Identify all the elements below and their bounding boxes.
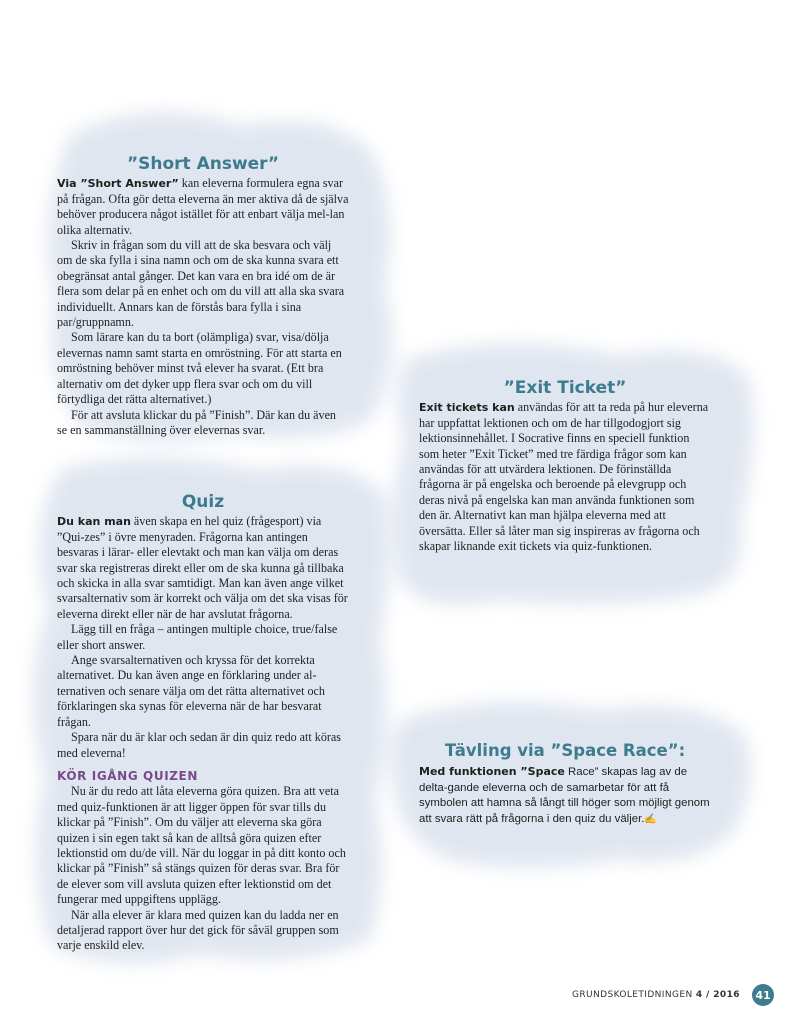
page-number-badge: 41 <box>752 984 774 1006</box>
short-answer-paragraph: Via ”Short Answer” kan eleverna formulera egna svar på frågan. Ofta gör detta eleverna än mer aktiva då de själva behöver producera något istället för att enbart välja mel-lan olika alternativ. <box>57 176 349 237</box>
space-race-lead: Med funktionen ”Space <box>419 765 565 779</box>
publication-name: GRUNDSKOLETIDNINGEN <box>572 990 693 1000</box>
space-race-paragraph: Med funktionen ”Space Race” skapas lag av de delta-gande eleverna och de samarbetar för att få symbolen att hamna så långt till höger som möjligt genom att svara rätt på frågorna i den quiz du väljer.✍ <box>419 765 710 825</box>
end-mark-icon: ✍ <box>644 813 657 825</box>
short-answer-section <box>57 154 349 438</box>
short-answer-paragraph: Som lärare kan du ta bort (olämpliga) svar, visa/dölja elevernas namn samt starta en omröstning. För att starta en omröstning behöver minst två elever ha svarat. (Ett bra alternativ om det dyker upp flera svar och om du vill förtydliga det rätta alternativet.) <box>57 330 342 407</box>
quiz-lead: Du kan man <box>57 515 131 529</box>
quiz-paragraph: Nu är du redo att låta eleverna göra quizen. Bra att veta med quiz-funktionen är att ligger öppen för svar tills du klickar på ”Finish”. Om du väljer att eleverna ska göra quizen i sin egen takt så kan de alltså göra quizen efter lektionstid om du/de vill. När du loggar in på ditt konto och klickar på ”Finish” så stängs quizen för deras svar. Bra för de elever som vill avsluta quizen efter lektionstid om det fungerar med uppgiftens upplägg. <box>57 784 346 907</box>
exit-ticket-paragraph: Exit tickets kan användas för att ta reda på hur eleverna har uppfattat lektionen och om de har tillgodogjort sig lektionsinnehållet. I Socrative finns en speciell funktion som heter ”Exit Ticket” med tre färdiga frågor som kan användas för att utvärdera lektionen. De förinställda frågorna är på engelska och beroende på elevgrupp och deras nivå på engelska kan man använda funktionen som den är. Alternativt kan man hjälpa eleverna med att översätta. Eller så låter man sig inspireras av frågorna och skapar liknande exit tickets via quiz-funktionen. <box>419 400 709 554</box>
quiz-paragraph: Spara när du är klar och sedan är din quiz redo att köras med eleverna! <box>57 730 341 760</box>
exit-ticket-lead: Exit tickets kan <box>419 401 515 415</box>
quiz-paragraph: När alla elever är klara med quizen kan du ladda ner en detaljerad rapport över hur det gick för såväl gruppen som varje enskild elev. <box>57 907 339 953</box>
quiz-section <box>57 492 349 954</box>
quiz-subheading: KÖR IGÅNG QUIZEN <box>57 768 199 783</box>
exit-ticket-section <box>419 378 711 554</box>
quiz-paragraph: Ange svarsalternativen och kryssa för det korrekta alternativet. Du kan även ange en förklaring under al-ternativen och senare välja om det rätta alternativet och förklaringen ska synas för eleverna när de har besvarat frågan. <box>57 653 325 729</box>
footer <box>572 990 740 1000</box>
short-answer-paragraph: För att avsluta klickar du på ”Finish”. Där kan du även se en sammanställning över elevernas svar. <box>57 407 336 437</box>
space-race-heading: Tävling via ”Space Race”: <box>444 741 686 760</box>
short-answer-heading: ”Short Answer” <box>126 154 280 174</box>
exit-ticket-heading: ”Exit Ticket” <box>503 378 627 398</box>
short-answer-lead: Via ”Short Answer” <box>57 177 179 191</box>
issue-number: 4 / 2016 <box>695 990 740 1000</box>
quiz-paragraph: Lägg till en fråga – antingen multiple choice, true/false eller short answer. <box>57 622 338 652</box>
space-race-section <box>419 743 711 827</box>
quiz-paragraph: Du kan man även skapa en hel quiz (frågesport) via ”Qui-zes” i övre menyraden. Frågorna kan antingen besvaras i lärar- eller elevtakt och man kan välja om deras svar ska registreras direkt eller om de ska kunna gå tillbaka och skicka in alla svar samtidigt. Man kan även ange vilket svarsalternativ som är korrekt och välja om det ska visas för eleverna direkt eller när de har avslutat frågorna. <box>57 514 348 621</box>
short-answer-paragraph: Skriv in frågan som du vill att de ska besvara och välj om de ska fylla i sina namn och om de ska kunna svara ett obegränsat antal gånger. Det kan vara en bra idé om de är flera som delar på en enhet och om du vill att alla ska svara individuellt. Annars kan de förstås bara fylla i sina par/gruppnamn. <box>57 238 345 330</box>
quiz-heading: Quiz <box>181 492 225 512</box>
